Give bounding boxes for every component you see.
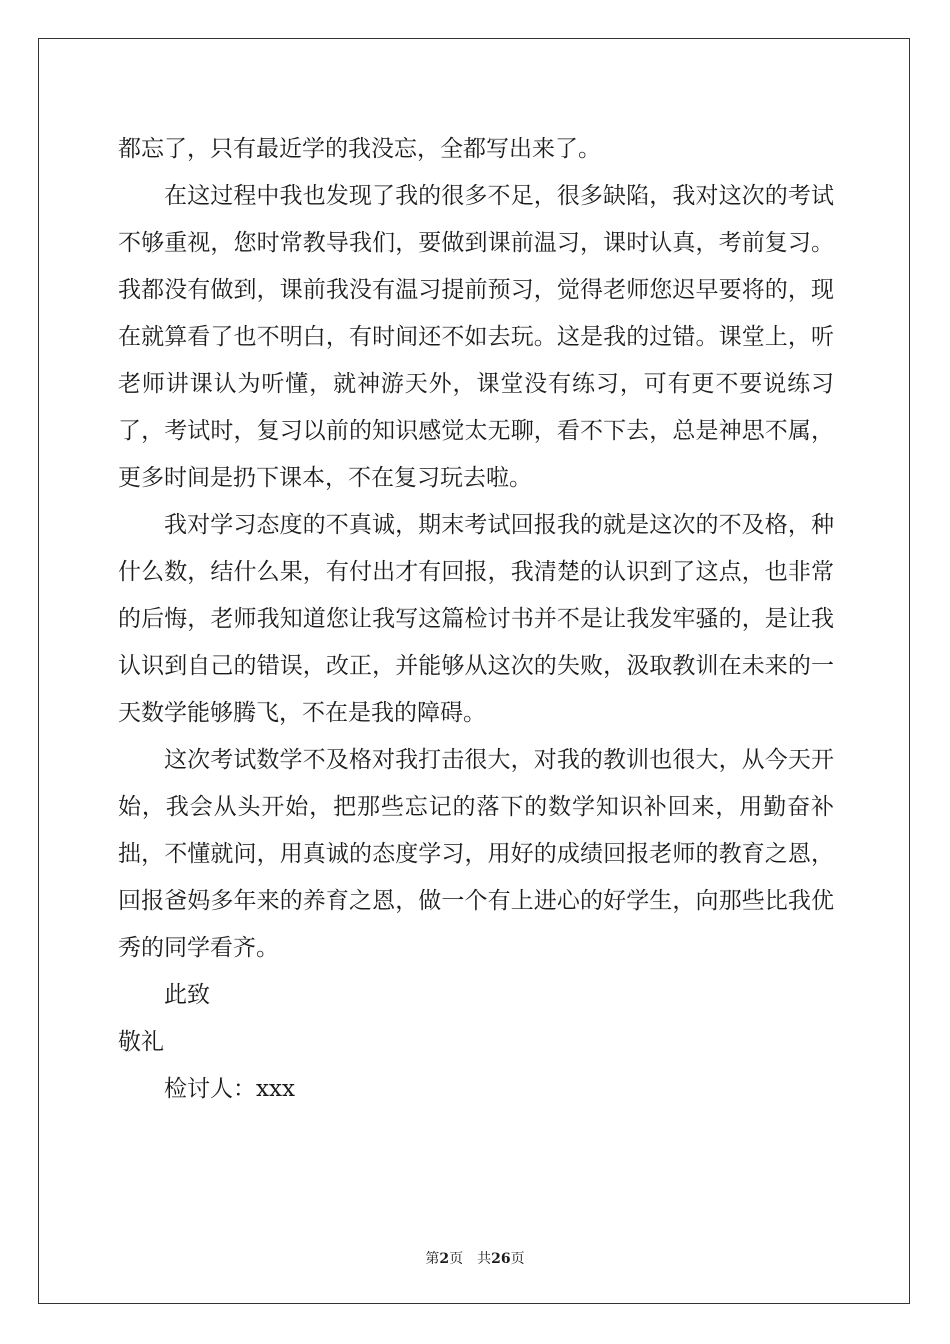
total-pages: 26 — [491, 1251, 511, 1267]
total-prefix: 共 — [477, 1251, 492, 1267]
document-body — [118, 126, 834, 1113]
signature-text: 检讨人：xxx — [164, 1076, 295, 1102]
page-number: 2 — [439, 1251, 450, 1267]
page-suffix: 页 — [449, 1251, 464, 1267]
page-footer — [0, 1248, 950, 1268]
paragraph-resolution: 这次考试数学不及格对我打击很大，对我的教训也很大，从今天开始，我会从头开始，把那些忘记的落下的数学知识补回来，用勤奋补拙，不懂就问，用真诚的态度学习，用好的成绩回报老师的教育之恩，回报爸妈多年来的养育之恩，做一个有上进心的好学生，向那些比我优秀的同学看齐。 — [118, 747, 834, 961]
total-suffix: 页 — [510, 1251, 525, 1267]
page-prefix: 第 — [425, 1251, 440, 1267]
paragraph-attitude: 我对学习态度的不真诚，期末考试回报我的就是这次的不及格，种什么数，结什么果，有付出才有回报，我清楚的认识到了这点，也非常的后悔，老师我知道您让我写这篇检讨书并不是让我发牢骚的，是让我认识到自己的错误，改正，并能够从这次的失败，汲取教训在未来的一天数学能够腾飞，不在是我的障碍。 — [118, 512, 834, 726]
paragraph-shortcomings: 在这过程中我也发现了我的很多不足，很多缺陷，我对这次的考试不够重视，您时常教导我们，要做到课前温习，课时认真，考前复习。我都没有做到，课前我没有温习提前预习，觉得老师您迟早要将的，现在就算看了也不明白，有时间还不如去玩。这是我的过错。课堂上，听老师讲课认为听懂，就神游天外，课堂没有练习，可有更不要说练习了，考试时，复习以前的知识感觉太无聊，看不下去，总是神思不属，更多时间是扔下课本，不在复习玩去啦。 — [118, 183, 834, 491]
paragraph-continuation: 都忘了，只有最近学的我没忘，全都写出来了。 — [118, 136, 601, 162]
salute-text: 敬礼 — [118, 1029, 164, 1055]
closing-text: 此致 — [164, 982, 210, 1008]
